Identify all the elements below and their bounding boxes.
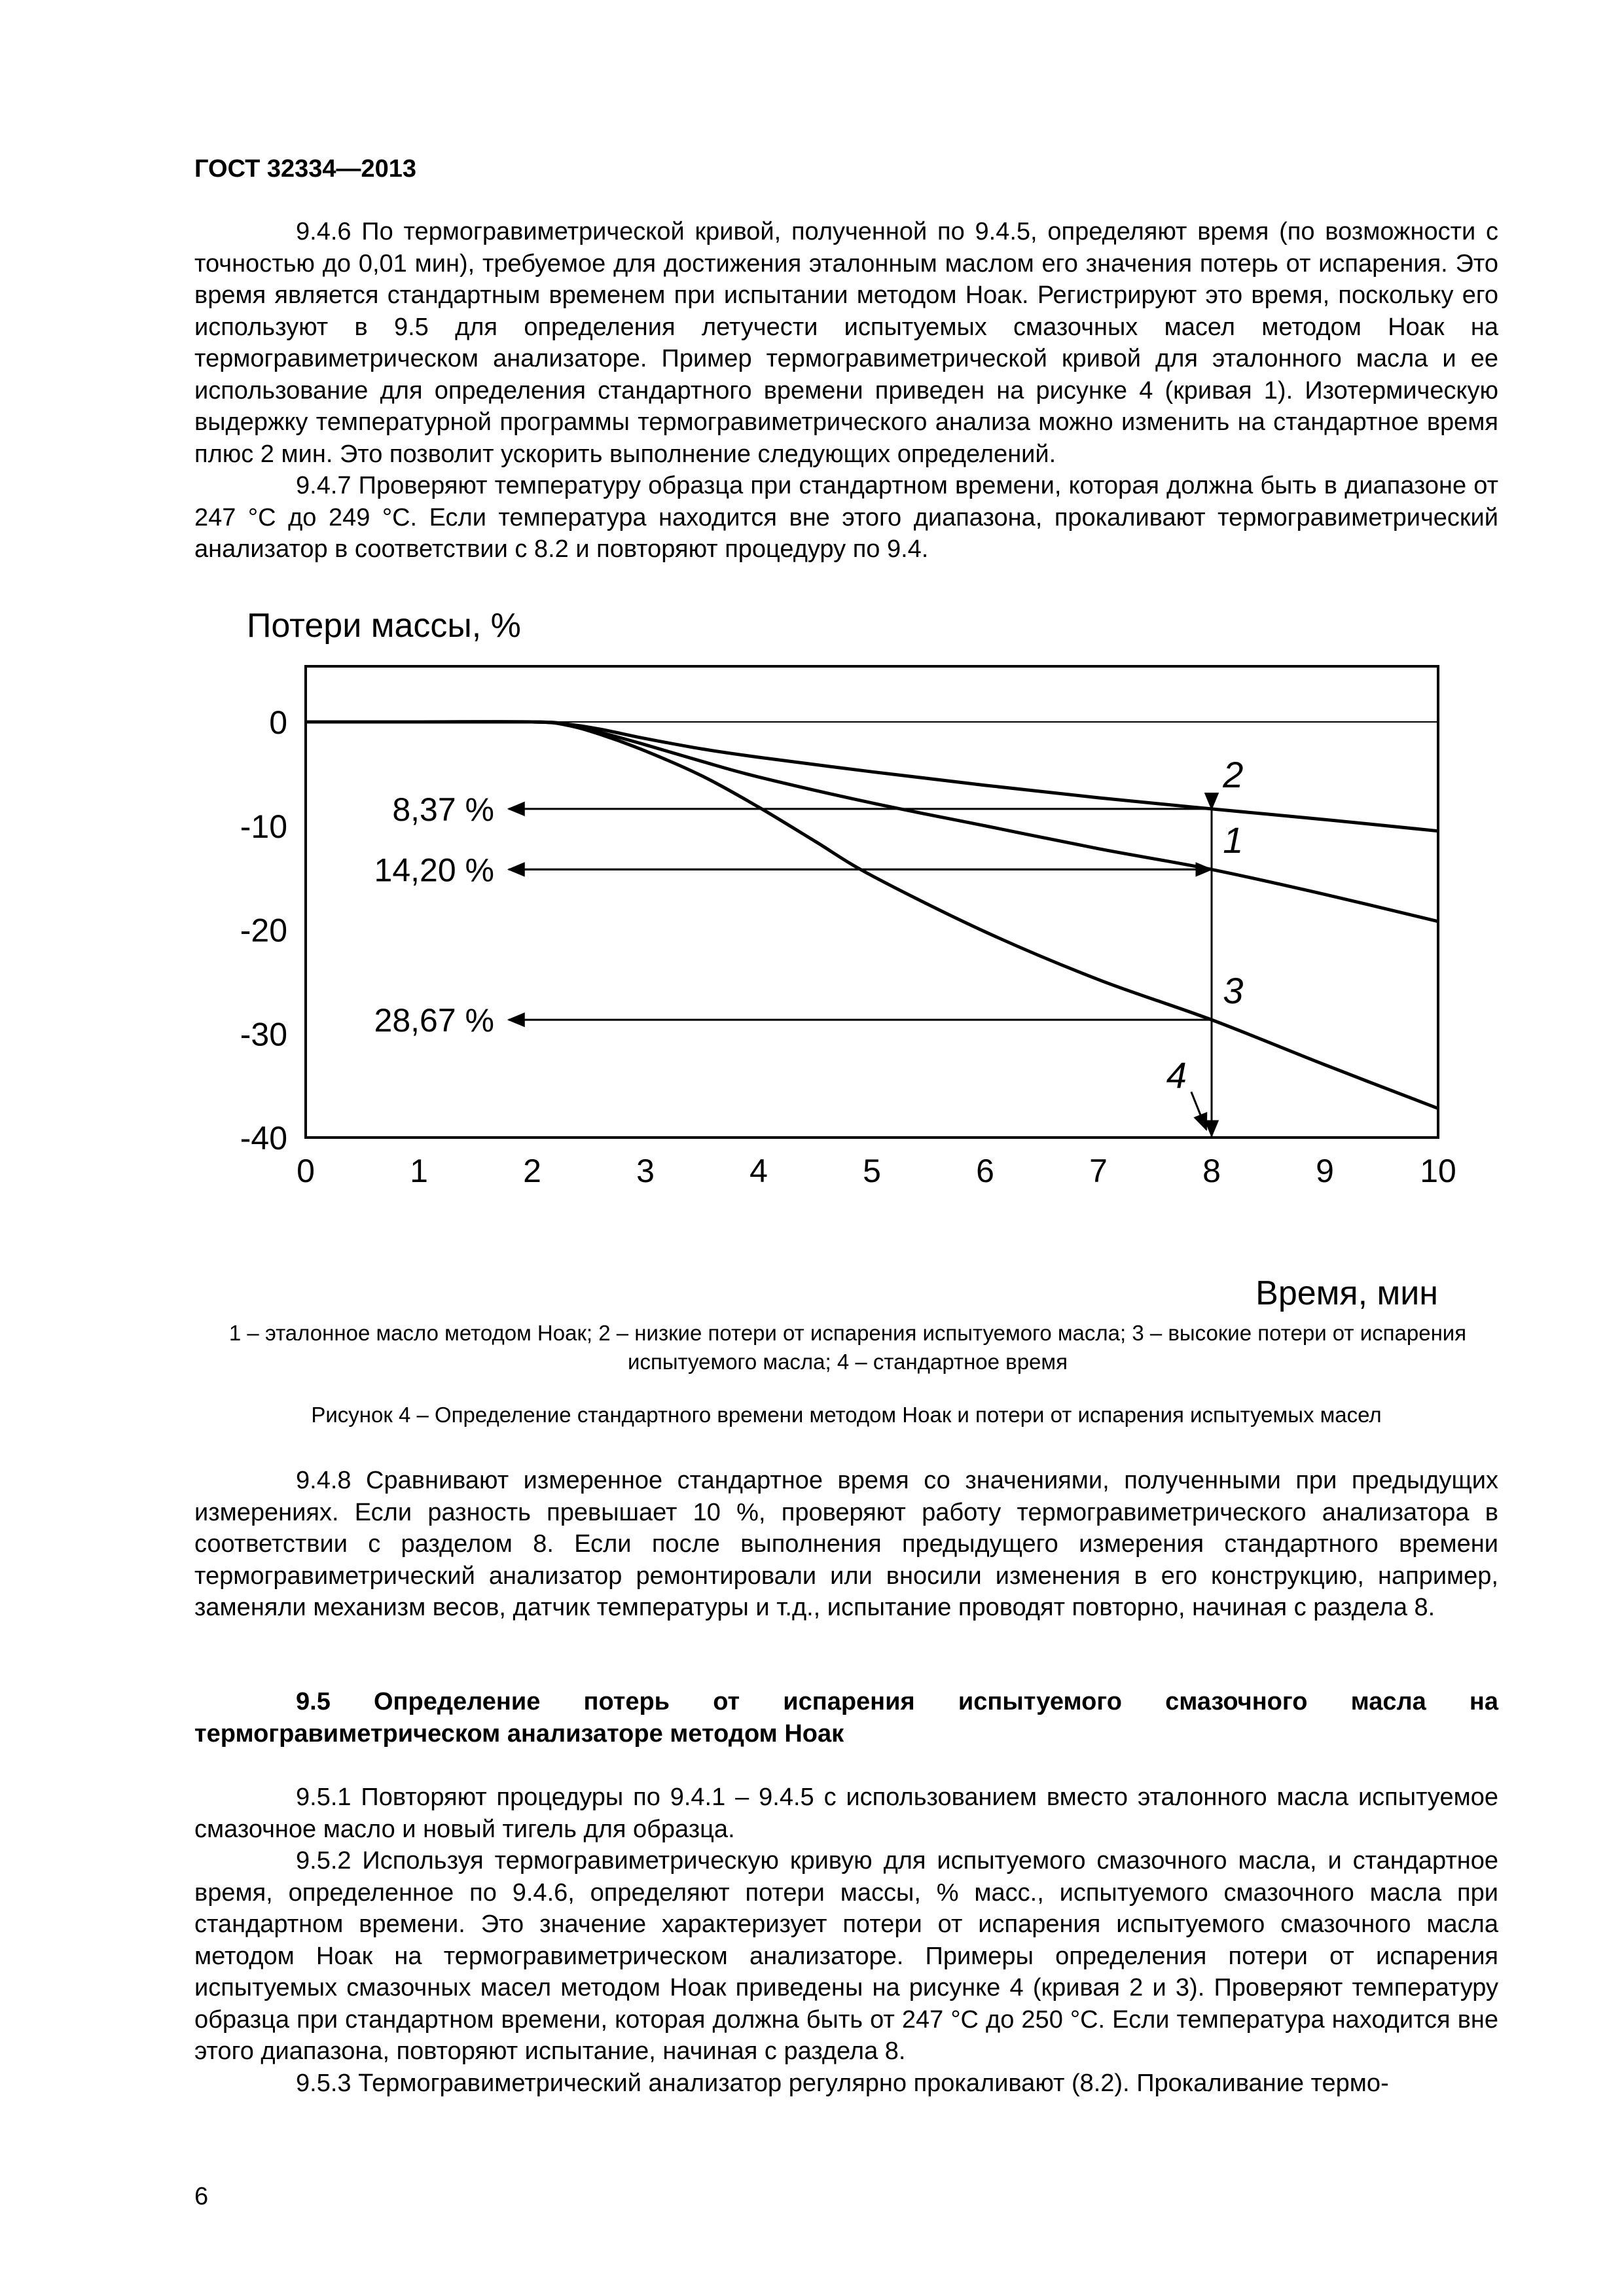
paragraph-9-5-3: 9.5.3 Термогравиметрический анализатор регулярно прокаливают (8.2). Прокаливание термо- [296,2069,1389,2097]
y-tick-label: -20 [240,912,287,949]
curve-label-3: 3 [1223,970,1244,1012]
paragraph-9-5-1: 9.5.1 Повторяют процедуры по 9.4.1 – 9.4.5 с использованием вместо эталонного масла испытуемое смазочное масло и новый тигель для образца. [194,1784,1498,1843]
figure-legend: 1 – эталонное масло методом Ноак; 2 – низкие потери от испарения испытуемого масла; 3 – высокие потери от испарения испытуемого масла; 4 – стандартное время [228,1321,1467,1374]
text-block-3 [194,1782,1498,2099]
chart-axes [306,666,1438,1138]
x-tick-label: 0 [297,1153,315,1189]
paragraph-9-4-8: 9.4.8 Сравнивают измеренное стандартное время со значениями, полученными при предыдущих измерениях. Если разность превышает 10 %, проверяют работу термогравиметрического анализатора в соответствии с разделом 8. Если после выполнения предыдущего измерения стандартного времени термогравиметрический анализатор ремонтировали или вносили изменения в его конструкцию, например, заменяли механизм весов, датчик температуры и т.д., испытание проводят повторно, начиная с раздела 8. [194,1467,1498,1621]
text-block-2 [194,1465,1498,1624]
x-tick-label: 8 [1202,1153,1221,1189]
chart-svg [194,601,1498,1321]
curve-label-1: 1 [1223,819,1244,861]
figure-4-chart [194,601,1498,1347]
chart-labels [240,607,1456,1312]
x-tick-label: 10 [1420,1153,1456,1189]
x-tick-label: 1 [410,1153,428,1189]
curve-label-2: 2 [1223,754,1244,796]
x-tick-label: 9 [1316,1153,1334,1189]
y-axis-label: Потери массы, % [247,607,521,645]
x-tick-label: 2 [523,1153,541,1189]
plot-frame [306,666,1438,1138]
x-tick-label: 7 [1089,1153,1108,1189]
text-block-1 [194,216,1498,565]
x-tick-label: 6 [976,1153,994,1189]
x-tick-label: 4 [749,1153,768,1189]
y-tick-label: -40 [240,1120,287,1157]
value-label: 28,67 % [374,1002,494,1039]
chart-series [306,722,1438,1109]
paragraph-9-5-2: 9.5.2 Используя термогравиметрическую кривую для испытуемого смазочного масла, и стандартное время, определенное по 9.4.6, определяют потери массы, % масс., испытуемого смазочного масла при стандартном времени. Это значение характеризует потери от испарения испытуемого смазочного масла методом Ноак на термогравиметрическом анализаторе. Примеры определения потери от испарения испытуемых смазочных масел методом Ноак приведены на рисунке 4 (кривая 2 и 3). Проверяют температуру образца при стандартном времени, которая должна быть от 247 °С до 250 °С. Если температура находится вне этого диапазона, повторяют испытание, начиная с раздела 8. [194,1847,1498,2065]
section-heading [194,1686,1498,1749]
page-number: 6 [194,2183,209,2210]
value-label: 14,20 % [374,852,494,889]
y-tick-label: -10 [240,808,287,845]
document-header: ГОСТ 32334—2013 [194,155,417,183]
y-tick-label: 0 [269,704,287,741]
paragraph-9-4-6: 9.4.6 По термогравиметрической кривой, полученной по 9.4.5, определяют время (по возможности с точностью до 0,01 мин), требуемое для достижения эталонным маслом его значения потерь от испарения. Это время является стандартным временем при испытании методом Ноак. Регистрируют это время, поскольку его используют в 9.5 для определения летучести испытуемых смазочных масел методом Ноак на термогравиметрическом анализаторе. Пример термогравиметрической кривой для эталонного масла и ее использование для определения стандартного времени приведен на рисунке 4 (кривая 1). Изотермическую выдержку температурной программы термогравиметрического анализа можно изменить на стандартное время плюс 2 мин. Это позволит ускорить выполнение следующих определений. [194,218,1498,468]
x-tick-label: 5 [863,1153,881,1189]
section-heading-text: 9.5 Определение потерь от испарения испытуемого смазочного масла на термогравиметрическом анализаторе методом Ноак [194,1688,1498,1748]
y-tick-label: -30 [240,1016,287,1053]
chart-annotations [374,791,1212,1136]
x-axis-label: Время, мин [1255,1274,1438,1312]
series-line-3 [306,722,1438,1109]
label-4-pointer [1191,1092,1206,1130]
figure-title: Рисунок 4 – Определение стандартного времени методом Ноак и потери от испарения испытуемых масел [311,1403,1382,1427]
value-label: 8,37 % [392,791,494,828]
x-tick-label: 3 [636,1153,655,1189]
curve-label-4: 4 [1166,1054,1187,1096]
paragraph-9-4-7: 9.4.7 Проверяют температуру образца при стандартном времени, которая должна быть в диапазоне от 247 °С до 249 °С. Если температура находится вне этого диапазона, прокаливают термогравиметрический анализатор в соответствии с 8.2 и повторяют процедуру по 9.4. [194,472,1498,563]
